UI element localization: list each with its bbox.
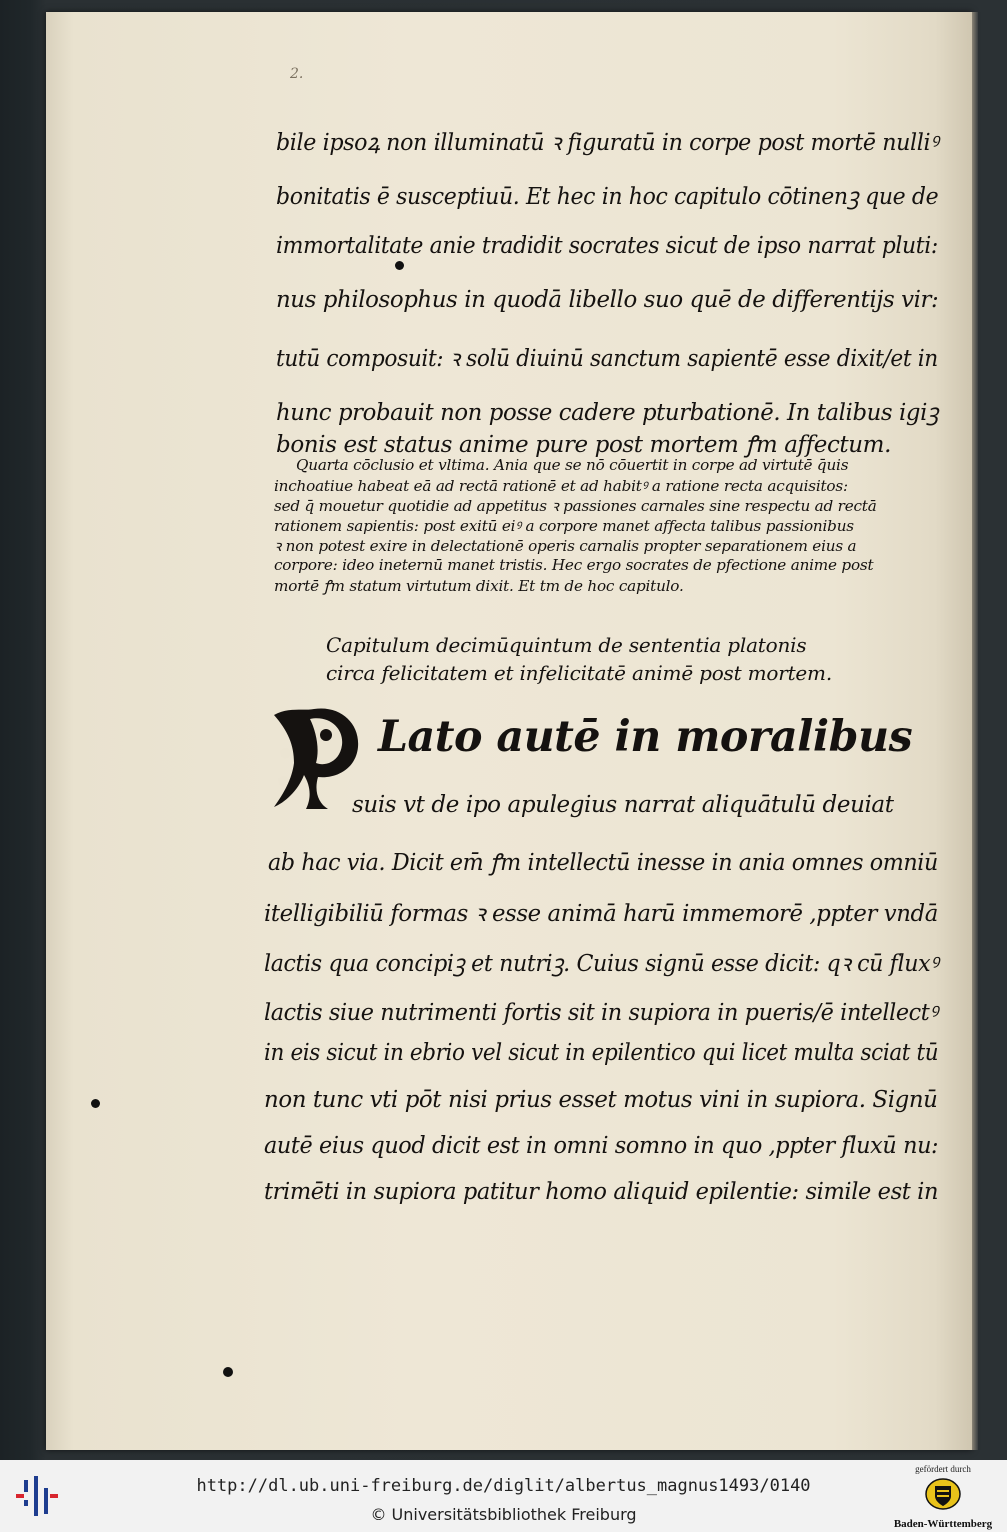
- commentary-line: ꝛ non potest exire in delectationē operis carnalis propter separationem eius a: [274, 537, 857, 555]
- commentary-line: inchoatiue habeat eā ad rectā rationē et ad habitꝰ a ratione recta acquisitos:: [274, 477, 848, 495]
- sponsor-caption: gefördert durch: [915, 1464, 971, 1474]
- body-line: bonis est status anime pure post mortem ꝭm affectum.: [276, 432, 891, 458]
- sponsor-name: Baden-Württemberg: [893, 1518, 993, 1530]
- commentary-line: rationem sapientis: post exitū eiꝰ a corpore manet affecta talibus passionibus: [274, 517, 854, 535]
- body-line: tutū composuit: ꝛ solū diuinū sanctum sapientē esse dixit/et in: [276, 346, 938, 372]
- body-line: hunc probauit non posse cadere pturbationē. In talibus igiꝫ: [276, 400, 939, 426]
- baden-wuerttemberg-coat-of-arms-icon: [925, 1478, 961, 1510]
- commentary-line: corpore: ideo ineternū manet tristis. Hec ergo socrates de pfectione anime post: [274, 556, 874, 574]
- commentary-line: mortē ꝭm statum virtutum dixit. Et tm de hoc capitulo.: [274, 577, 684, 595]
- body-line: itelligibiliū formas ꝛ esse animā harū immemorē ,ppter vndā: [264, 901, 938, 927]
- body-line: nus philosophus in quodā libello suo quē de differentijs vir:: [276, 287, 939, 313]
- commentary-line: sed q̄ mouetur quotidie ad appetitus ꝛ passiones carnales sine respectu ad rectā: [274, 497, 877, 515]
- permalink-url[interactable]: http://dl.ub.uni-freiburg.de/diglit/albertus_magnus1493/0140: [196, 1476, 811, 1496]
- body-line: bonitatis ē susceptiuū. Et hec in hoc capitulo cōtinenꝫ que de: [276, 184, 939, 210]
- body-line: in eis sicut in ebrio vel sicut in epilentico qui licet multa sciat tū: [264, 1040, 939, 1066]
- body-line: lactis qua concipiꝫ et nutriꝫ. Cuius signū esse dicit: qꝛ cū fluxꝰ: [264, 951, 939, 977]
- chapter-heading-line: circa felicitatem et infelicitatē animē post mortem.: [326, 661, 832, 685]
- viewer-footer: [0, 1460, 1007, 1532]
- commentary-line: Quarta cōclusio et vltima. Ania que se nō cōuertit in corpe ad virtutē q̄uis: [296, 456, 849, 474]
- body-line: lactis siue nutrimenti fortis sit in supiora in pueris/ē intellectꝰ: [264, 1000, 938, 1026]
- folio-mark: 2.: [290, 66, 304, 82]
- body-line: non tunc vti pōt nisi prius esset motus vini in supiora. Signū: [264, 1087, 938, 1113]
- ink-dot: [91, 1099, 100, 1108]
- ink-dot: [395, 261, 404, 270]
- body-line: bile ipsoꝝ non illuminatū ꝛ figuratū in corpe post mortē nulliꝰ: [276, 130, 939, 156]
- body-line: trimēti in supiora patitur homo aliquid epilentie: simile est in: [264, 1179, 939, 1205]
- body-line: suis vt de ipo apulegius narrat aliquātulū deuiat: [352, 792, 894, 818]
- decorated-initial: [270, 705, 362, 813]
- sponsor-block[interactable]: [887, 1464, 999, 1530]
- ink-dot: [223, 1367, 233, 1377]
- body-line: ab hac via. Dicit em̄ ꝭm intellectū inesse in ania omnes omniū: [268, 850, 938, 876]
- incipit-text: Lato autē in moralibus: [378, 712, 913, 762]
- copyright-text: © Universitätsbibliothek Freiburg: [370, 1505, 637, 1524]
- body-line: immortalitate anie tradidit socrates sicut de ipso narrat pluti:: [276, 233, 938, 259]
- body-line: autē eius quod dicit est in omni somno in quo ,ppter fluxū nu:: [264, 1133, 939, 1159]
- page-edge: [972, 12, 978, 1450]
- chapter-heading-line: Capitulum decimūquintum de sententia platonis: [326, 633, 807, 657]
